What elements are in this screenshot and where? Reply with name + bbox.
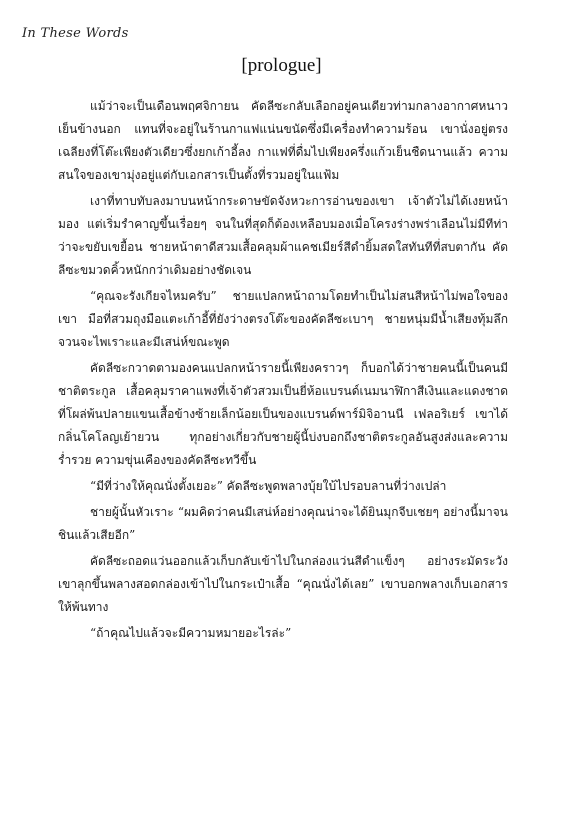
paragraph: “มีที่ว่างให้คุณนั่งตั้งเยอะ” คัดลีซะพูดพลางบุ้ยใบ้ไปรอบลานที่ว่างเปล่า [90, 479, 447, 493]
paragraph: “คุณจะรังเกียจไหมครับ” ชายแปลกหน้าถามโดยทำเป็นไม่สนสีหน้าไม่พอใจของเขา มือที่สวมถุงมือแตะเก้าอี้ที่ยังว่างตรงโต๊ะของคัดลีซะเบาๆ ชายหนุ่มมีน้ำเสียงทุ้มลึก จวนจะไพเราะและมีเสน่ห์ขณะพูด [58, 289, 508, 349]
chapter-body [58, 95, 508, 648]
paragraph: “ถ้าคุณไปแล้วจะมีความหมายอะไรล่ะ” [90, 626, 292, 640]
paragraph: คัดลีซะถอดแว่นออกแล้วเก็บกลับเข้าไปในกล่องแว่นสีดำแข็งๆ อย่างระมัดระวัง เขาลุกขึ้นพลางสอดกล่องเข้าไปในกระเป๋าเสื้อ “คุณนั่งได้เลย” เขาบอกพลางเก็บเอกสารให้พ้นทาง [58, 554, 508, 614]
paragraph: ชายผู้นั้นหัวเราะ “ผมคิดว่าคนมีเสน่ห์อย่างคุณน่าจะได้ยินมุกจีบเชยๆ อย่างนี้มาจนชินแล้วเสียอีก” [58, 505, 508, 542]
paragraph: แม้ว่าจะเป็นเดือนพฤศจิกายน คัดลีซะกลับเลือกอยู่คนเดียวท่ามกลางอากาศหนาวเย็นข้างนอก แทนที่จะอยู่ในร้านกาแฟแน่นขนัดซึ่งมีเครื่องทำความร้อน เขานั่งอยู่ตรงเฉลียงที่โต๊ะเพียงตัวเดียวซึ่งยกเก้าอี้ลง กาแฟที่ดื่มไปเพียงครึ่งแก้วเย็นชืดนานแล้ว ความสนใจของเขามุ่งอยู่แต่กับเอกสารเป็นตั้งที่รวมอยู่ในแฟ้ม [58, 99, 508, 182]
paragraph: คัดลีซะกวาดตามองคนแปลกหน้ารายนี้เพียงคราวๆ ก็บอกได้ว่าชายคนนี้เป็นคนมีชาติตระกูล เสื้อคลุมราคาแพงที่เจ้าตัวสวมเป็นยี่ห้อแบรนด์เนมนาฬิกาสีเงินและแดงชาดที่โผล่พ้นปลายแขนเสื้อข้างซ้ายเล็กน้อยเป็นของแบรนด์พาร์มิจิอานนี เฟลอริเยร์ เขาได้กลิ่นโคโลญเย้ายวน ทุกอย่างเกี่ยวกับชายผู้นี้บ่งบอกถึงชาติตระกูลอันสูงส่งและความร่ำรวย ความขุ่นเคืองของคัดลีซะทวีขึ้น [58, 361, 508, 467]
chapter-title: [prologue] [241, 55, 322, 76]
paragraph: เงาที่ทาบทับลงมาบนหน้ากระดาษขัดจังหวะการอ่านของเขา เจ้าตัวไม่ได้เงยหน้ามอง แต่เริ่มรำคาญขึ้นเรื่อยๆ จนในที่สุดก็ต้องเหลือบมองเมื่อโครงร่างพร่าเลือนไม่มีทีท่าว่าจะขยับเขยื้อน ชายหน้าตาดีสวมเสื้อคลุมผ้าแคชเมียร์สีดำยิ้มสดใสทันทีที่สบตากัน คัดลีซะขมวดคิ้วหนักกว่าเดิมอย่างชัดเจน [58, 194, 508, 277]
running-title: In These Words [22, 26, 129, 41]
